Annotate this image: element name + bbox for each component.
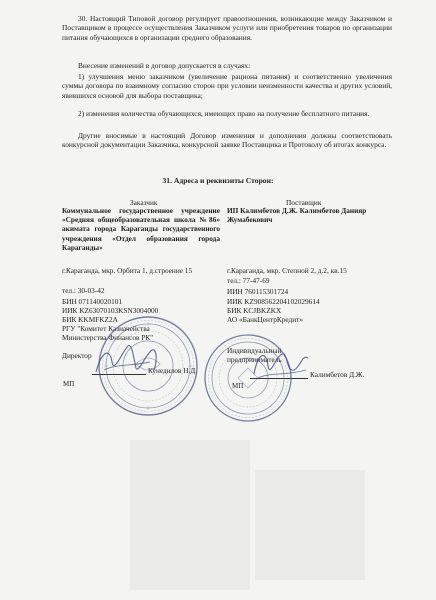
customer-phone: тел.: 30-03-42 [62,286,105,295]
change-item-1: 1) улучшения меню заказчиком (увеличение рациона питания) и соответственно увеличения суммы договора по взаимному согласию сторон при условии неизменности качества и других условий, явившихся основой для выбора поставщика; [62,72,392,100]
customer-bin: БИН 071140020101 [62,297,123,306]
supplier-iin: ИИН 760115301724 [227,287,289,296]
supplier-signer: Калимбетов Д.Ж. [310,370,365,379]
customer-bik: БИК KKMFKZ2A [62,315,118,324]
customer-director-label: Директор [62,351,92,360]
customer-heading: Заказчик [130,198,158,207]
other-changes: Другие вносимые в настоящий Договор изменения и дополнения должны соответствовать конкурсной документации Заказчика, конкурсной заявке Поставщика и Протоколу об итогах конкурса. [62,131,392,150]
customer-address: г.Караганда, мкр. Орбита 1, д.строение 15 [62,266,193,275]
supplier-signature [250,346,312,384]
supplier-phone: тел.: 77-47-69 [227,276,270,285]
supplier-org-name: ИП Калимбетов Д.Ж. Калимбетов Данияр Жумабекович [227,206,367,225]
supplier-heading: Поставщик [286,198,322,207]
changes-intro: Внесение изменений в договор допускается в случаях: [78,61,251,70]
supplier-role-line1: Индивидуальный [227,346,282,355]
customer-org-name: Коммунальное государственное учреждение «Средняя общеобразовательная школа №86» акимата города Караганды государственного учреждения «Отдел образования города Караганды» [62,206,220,252]
supplier-address: г.Караганда, мкр. Степной 2, д.2, кв.15 [227,266,347,275]
customer-bank-line2: Министерства Финансов РК" [62,333,154,342]
customer-iik: ИИК KZ63070103KSN3004000 [62,306,159,315]
clause-30: 30. Настоящий Типовой договор регулирует правоотношения, возникающие между Заказчиком и Поставщиком в процессе осуществления Заказчиком услуги или приобретения товаров по организации питания обучающихся в организации среднего образования. [62,14,392,42]
supplier-bik: БИК KCJBKZKX [227,306,282,315]
change-item-2: 2) изменения количества обучающихся, имеющих право на получение бесплатного питания. [78,109,370,118]
bleed-through-shadow [255,470,365,580]
customer-signature [92,340,162,380]
supplier-role-line2: предприниматель [227,355,282,364]
supplier-mp-label: МП [232,382,244,390]
section-title: 31. Адреса и реквизиты Сторон: [162,176,274,185]
supplier-iik: ИИК KZ908562204102029614 [227,297,320,306]
customer-signer: Кунедилов Н.Д. [148,366,198,375]
customer-mp-label: МП [63,380,75,388]
supplier-bank: АО «БанкЦентрКредит» [227,315,303,324]
customer-bank-line1: РГУ "Комитет Казначейства [62,324,150,333]
bleed-through-shadow [130,440,250,590]
